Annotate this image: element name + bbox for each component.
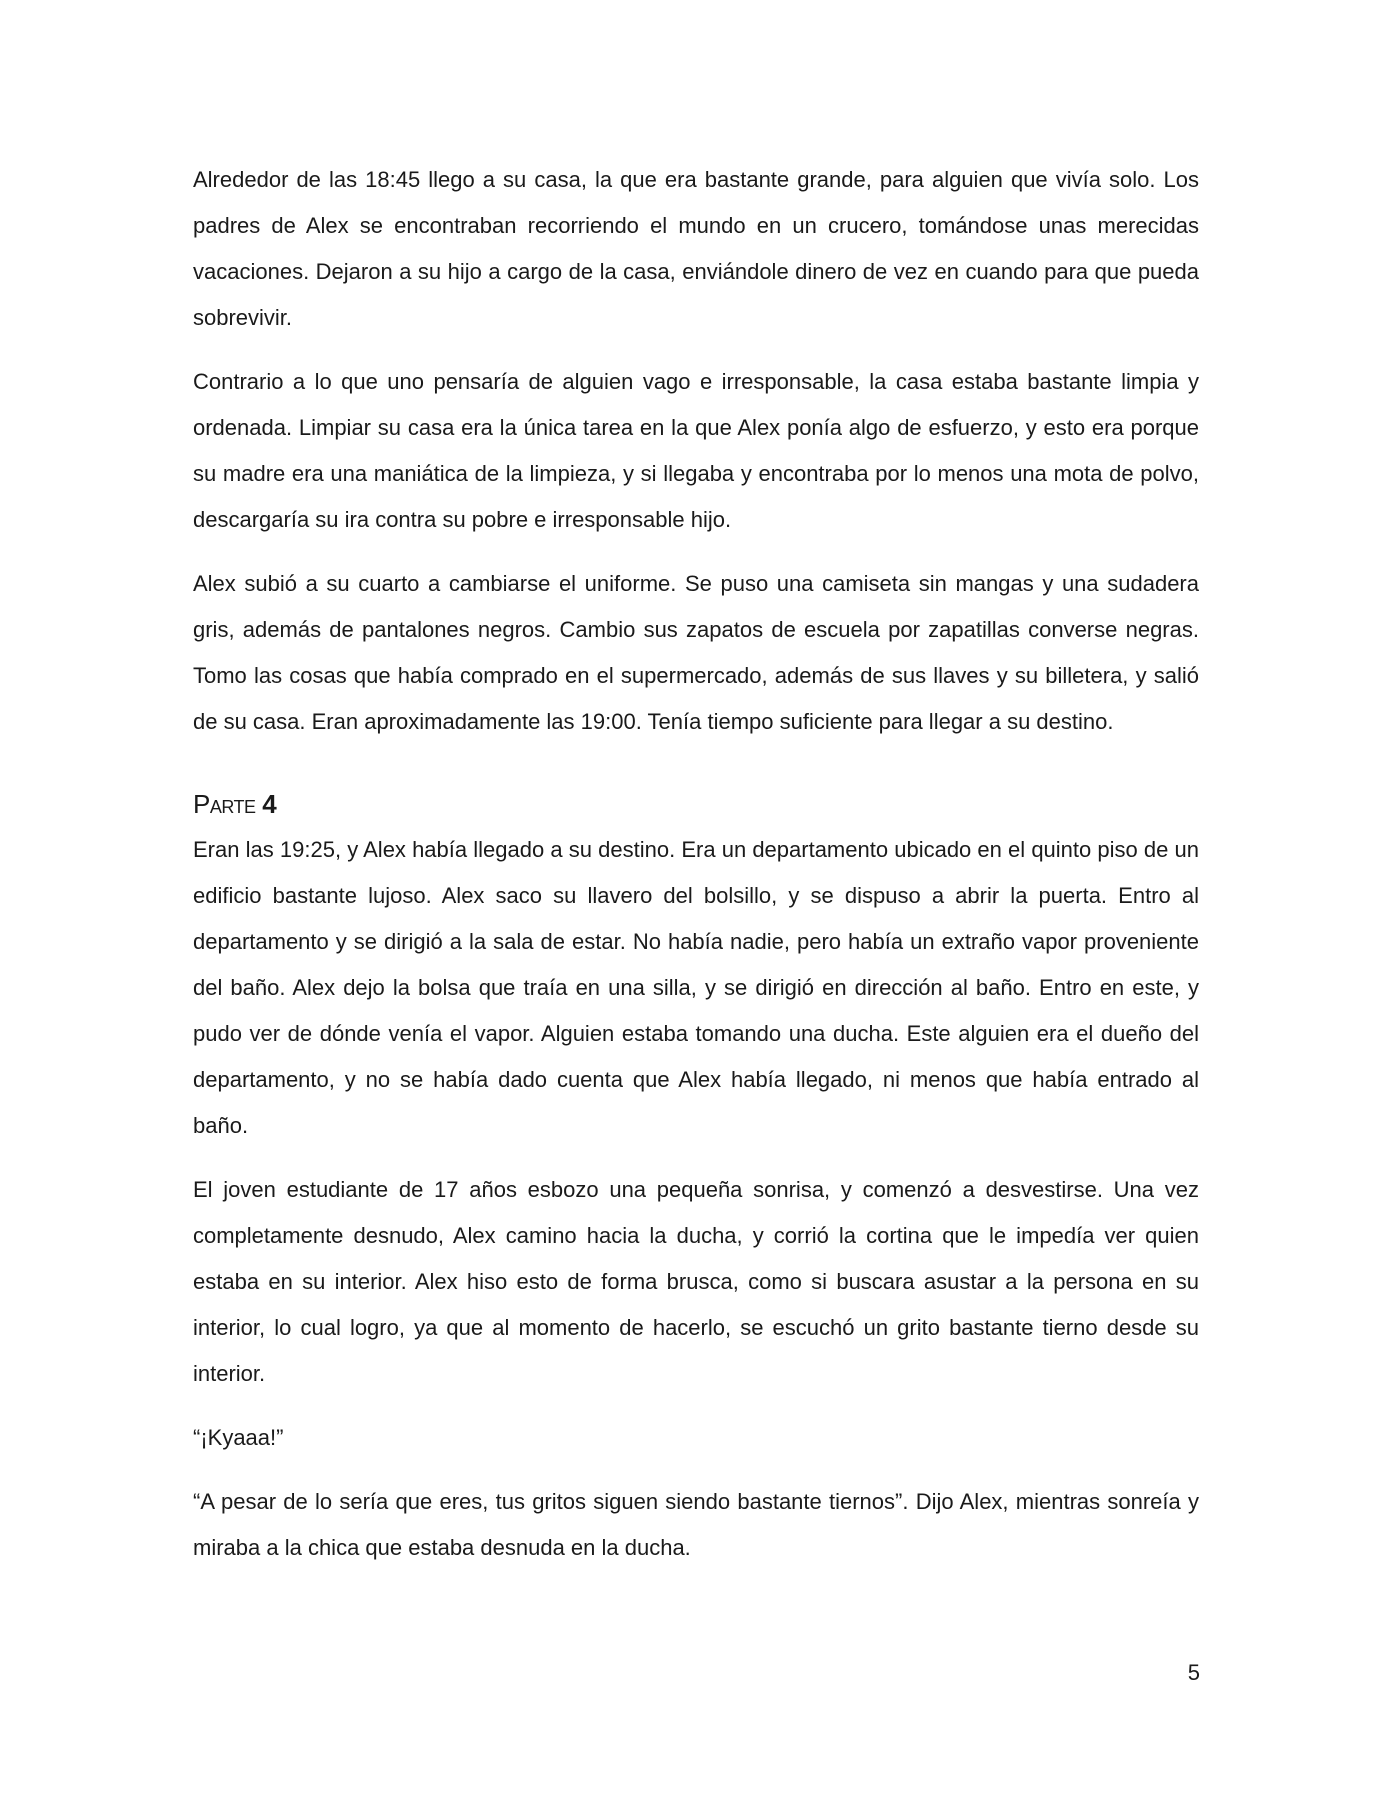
dialogue-line: “¡Kyaaa!” <box>193 1425 284 1450</box>
paragraph: Eran las 19:25, y Alex había llegado a su destino. Era un departamento ubicado en el quinto piso de un edificio bastante lujoso. Alex saco su llavero del bolsillo, y se dispuso a abrir la puerta. Entro al departamento y se dirigió a la sala de estar. No había nadie, pero había un extraño vapor proveniente del baño. Alex dejo la bolsa que traía en una silla, y se dirigió en dirección al baño. Entro en este, y pudo ver de dónde venía el vapor. Alguien estaba tomando una ducha. Este alguien era el dueño del departamento, y no se había dado cuenta que Alex había llegado, ni menos que había entrado al baño. <box>193 837 1199 1138</box>
section-heading <box>193 781 1199 827</box>
section-heading-number: 4 <box>262 789 277 819</box>
paragraph: Alex subió a su cuarto a cambiarse el uniforme. Se puso una camiseta sin mangas y una sudadera gris, además de pantalones negros. Cambio sus zapatos de escuela por zapatillas converse negras. Tomo las cosas que había comprado en el supermercado, además de sus llaves y su billetera, y salió de su casa. Eran aproximadamente las 19:00. Tenía tiempo suficiente para llegar a su destino. <box>193 571 1199 734</box>
page-body <box>193 157 1199 1589</box>
paragraph: “A pesar de lo sería que eres, tus gritos siguen siendo bastante tiernos”. Dijo Alex, mientras sonreía y miraba a la chica que estaba desnuda en la ducha. <box>193 1489 1199 1560</box>
paragraph: Alrededor de las 18:45 llego a su casa, la que era bastante grande, para alguien que vivía solo. Los padres de Alex se encontraban recorriendo el mundo en un crucero, tomándose unas merecidas vacaciones. Dejaron a su hijo a cargo de la casa, enviándole dinero de vez en cuando para que pueda sobrevivir. <box>193 167 1199 330</box>
page-number: 5 <box>1187 1660 1200 1685</box>
paragraph: Contrario a lo que uno pensaría de alguien vago e irresponsable, la casa estaba bastante limpia y ordenada. Limpiar su casa era la única tarea en la que Alex ponía algo de esfuerzo, y esto era porque su madre era una maniática de la limpieza, y si llegaba y encontraba por lo menos una mota de polvo, descargaría su ira contra su pobre e irresponsable hijo. <box>193 369 1199 532</box>
paragraph: El joven estudiante de 17 años esbozo una pequeña sonrisa, y comenzó a desvestirse. Una vez completamente desnudo, Alex camino hacia la ducha, y corrió la cortina que le impedía ver quien estaba en su interior. Alex hiso esto de forma brusca, como si buscara asustar a la persona en su interior, lo cual logro, ya que al momento de hacerlo, se escuchó un grito bastante tierno desde su interior. <box>193 1177 1199 1386</box>
section-heading-word: Parte <box>193 789 256 819</box>
